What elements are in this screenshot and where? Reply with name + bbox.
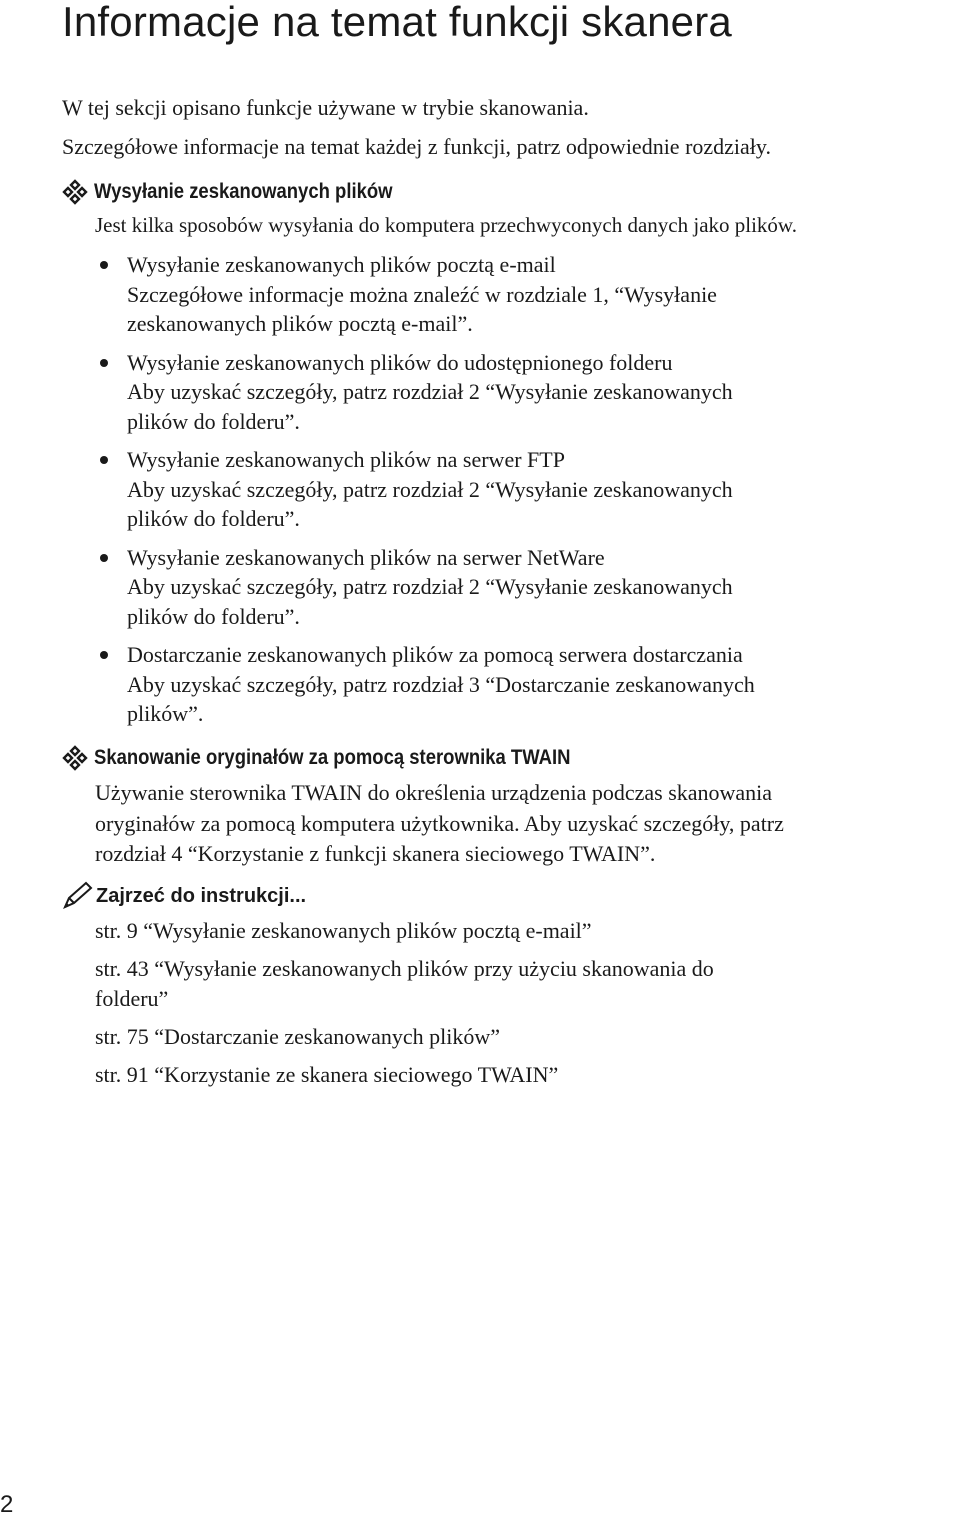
bullet-dot bbox=[100, 651, 108, 659]
item-line: Dostarczanie zeskanowanych plików za pomocą serwera dostarczania bbox=[127, 642, 743, 667]
bullet-dot bbox=[100, 359, 108, 367]
item-line: plików do folderu”. bbox=[127, 603, 300, 629]
list-item bbox=[62, 640, 952, 729]
intro-line: W tej sekcji opisano funkcje używane w trybie skanowania. bbox=[62, 95, 589, 120]
item-line: plików do folderu”. bbox=[127, 408, 300, 434]
reference-list bbox=[62, 916, 952, 1090]
intro-line: Szczegółowe informacje na temat każdej z funkcji, patrz odpowiednie rozdziały. bbox=[62, 134, 771, 159]
diamond-bullet-icon bbox=[62, 745, 88, 771]
reference-line: str. 91 “Korzystanie ze skanera sieciowego TWAIN” bbox=[95, 1062, 559, 1087]
pencil-icon bbox=[62, 880, 94, 910]
item-line: zeskanowanych plików pocztą e-mail”. bbox=[127, 311, 473, 336]
item-line: Aby uzyskać szczegóły, patrz rozdział 3 “Dostarczanie zeskanowanych bbox=[127, 671, 755, 697]
bullet-dot bbox=[100, 261, 108, 269]
item-line: plików do folderu”. bbox=[127, 506, 300, 531]
reference-item bbox=[95, 1022, 952, 1052]
item-line: Szczegółowe informacje można znaleźć w rozdziale 1, “Wysyłanie bbox=[127, 281, 717, 307]
item-line: Aby uzyskać szczegóły, patrz rozdział 2 “Wysyłanie zeskanowanych bbox=[127, 476, 733, 502]
item-line: Wysyłanie zeskanowanych plików pocztą e-mail bbox=[127, 252, 556, 277]
bullet-dot bbox=[100, 554, 108, 562]
reference-title: Zajrzeć do instrukcji... bbox=[96, 885, 307, 907]
item-line: Wysyłanie zeskanowanych plików do udostępnionego folderu bbox=[127, 349, 673, 375]
reference-section bbox=[62, 876, 952, 1098]
section-title: Skanowanie oryginałów za pomocą sterownika TWAIN bbox=[94, 746, 571, 769]
intro-text bbox=[62, 88, 771, 166]
list-item bbox=[62, 348, 952, 437]
item-line: plików”. bbox=[127, 701, 204, 726]
page-title: Informacje na temat funkcji skanera bbox=[62, 0, 732, 45]
section-twain bbox=[62, 742, 952, 870]
section-heading bbox=[62, 742, 952, 774]
item-line: Aby uzyskać szczegóły, patrz rozdział 2 “Wysyłanie zeskanowanych bbox=[127, 379, 733, 404]
reference-item bbox=[95, 916, 952, 946]
bullet-dot bbox=[100, 456, 108, 464]
item-line: Wysyłanie zeskanowanych plików na serwer FTP bbox=[127, 447, 565, 472]
section-description bbox=[95, 778, 952, 870]
description-line: Używanie sterownika TWAIN do określenia urządzenia podczas skanowania bbox=[95, 780, 773, 805]
reference-heading bbox=[62, 876, 952, 910]
reference-line: folderu” bbox=[95, 986, 169, 1011]
item-line: Wysyłanie zeskanowanych plików na serwer NetWare bbox=[127, 544, 605, 570]
reference-line: str. 43 “Wysyłanie zeskanowanych plików przy użyciu skanowania do bbox=[95, 956, 714, 981]
section-sending-files bbox=[62, 176, 952, 738]
reference-line: str. 75 “Dostarczanie zeskanowanych plików” bbox=[95, 1024, 501, 1049]
list-item bbox=[62, 250, 952, 339]
description-line: oryginałów za pomocą komputera użytkownika. Aby uzyskać szczegóły, patrz bbox=[95, 810, 784, 836]
method-list bbox=[62, 250, 952, 729]
section-heading bbox=[62, 176, 952, 208]
diamond-bullet-icon bbox=[62, 179, 88, 205]
list-item bbox=[62, 543, 952, 632]
section-description: Jest kilka sposobów wysyłania do komputera przechwyconych danych jako plików. bbox=[95, 213, 797, 237]
description-line: rozdział 4 “Korzystanie z funkcji skanera sieciowego TWAIN”. bbox=[95, 841, 656, 866]
reference-line: str. 9 “Wysyłanie zeskanowanych plików pocztą e-mail” bbox=[95, 918, 592, 943]
list-item bbox=[62, 445, 952, 534]
section-title: Wysyłanie zeskanowanych plików bbox=[94, 180, 393, 203]
reference-item bbox=[95, 1060, 952, 1090]
reference-item bbox=[95, 954, 952, 1014]
page-number: 2 bbox=[0, 1491, 14, 1518]
item-line: Aby uzyskać szczegóły, patrz rozdział 2 “Wysyłanie zeskanowanych bbox=[127, 574, 733, 599]
